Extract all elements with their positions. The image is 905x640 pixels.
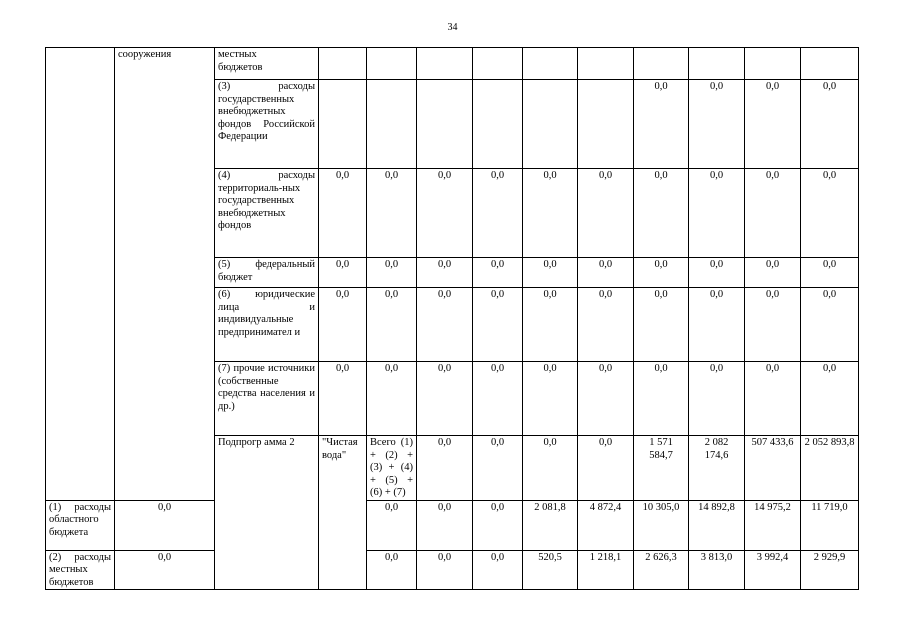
value-cell: 0,0 xyxy=(473,258,523,288)
value-cell: 0,0 xyxy=(523,258,578,288)
value-cell: 0,0 xyxy=(417,258,473,288)
value-cell xyxy=(319,48,367,80)
value-cell: 0,0 xyxy=(801,80,859,169)
value-cell: 1 571 584,7 xyxy=(634,436,689,501)
value-cell: 14 975,2 xyxy=(745,500,801,550)
value-cell xyxy=(367,80,417,169)
value-cell: 0,0 xyxy=(417,550,473,590)
value-cell: 0,0 xyxy=(801,169,859,258)
value-cell xyxy=(745,48,801,80)
value-cell: 520,5 xyxy=(523,550,578,590)
value-cell: 0,0 xyxy=(689,362,745,436)
source-cell: (2) расходы местных бюджетов xyxy=(46,550,115,590)
value-cell: 0,0 xyxy=(634,362,689,436)
value-cell: 0,0 xyxy=(523,362,578,436)
value-cell: 0,0 xyxy=(689,169,745,258)
value-cell xyxy=(634,48,689,80)
value-cell xyxy=(523,80,578,169)
value-cell: 11 719,0 xyxy=(801,500,859,550)
source-cell: (7) прочие источники (собственные средства населения и др.) xyxy=(215,362,319,436)
source-cell: (1) расходы областного бюджета xyxy=(46,500,115,550)
value-cell: 2 082 174,6 xyxy=(689,436,745,501)
value-cell: 0,0 xyxy=(367,500,417,550)
table-row xyxy=(46,500,859,550)
value-cell: 507 433,6 xyxy=(745,436,801,501)
value-cell: 0,0 xyxy=(473,436,523,501)
value-cell: 0,0 xyxy=(319,169,367,258)
value-cell: 1 218,1 xyxy=(578,550,634,590)
value-cell xyxy=(473,48,523,80)
value-cell: 4 872,4 xyxy=(578,500,634,550)
value-cell: 14 892,8 xyxy=(689,500,745,550)
value-cell xyxy=(367,48,417,80)
value-cell: 0,0 xyxy=(689,80,745,169)
value-cell: 2 052 893,8 xyxy=(801,436,859,501)
value-cell: 0,0 xyxy=(473,550,523,590)
value-cell: 0,0 xyxy=(523,436,578,501)
value-cell xyxy=(578,48,634,80)
value-cell: 0,0 xyxy=(473,169,523,258)
value-cell: 0,0 xyxy=(578,436,634,501)
value-cell: 0,0 xyxy=(745,169,801,258)
status-cell-empty xyxy=(46,48,115,501)
value-cell xyxy=(801,48,859,80)
subprogram-status-cell: Подпрогр амма 2 xyxy=(215,436,319,590)
source-cell: (4) расходы территориаль-ных государственных внебюджетных фондов xyxy=(215,169,319,258)
value-cell: 0,0 xyxy=(417,500,473,550)
value-cell: 0,0 xyxy=(689,288,745,362)
value-cell: 3 992,4 xyxy=(745,550,801,590)
budget-table xyxy=(45,47,859,590)
value-cell: 0,0 xyxy=(634,258,689,288)
value-cell: 0,0 xyxy=(417,362,473,436)
value-cell: 0,0 xyxy=(578,258,634,288)
program-name-cell: сооружения xyxy=(115,48,215,501)
value-cell: 0,0 xyxy=(523,169,578,258)
value-cell: 0,0 xyxy=(367,362,417,436)
value-cell: 0,0 xyxy=(367,550,417,590)
value-cell: 0,0 xyxy=(634,169,689,258)
value-cell xyxy=(523,48,578,80)
value-cell: 0,0 xyxy=(367,258,417,288)
value-cell: 0,0 xyxy=(115,500,215,550)
value-cell: 0,0 xyxy=(417,169,473,258)
value-cell: 0,0 xyxy=(745,362,801,436)
value-cell: 0,0 xyxy=(801,362,859,436)
value-cell: 0,0 xyxy=(473,288,523,362)
value-cell: 0,0 xyxy=(417,288,473,362)
value-cell: 0,0 xyxy=(801,288,859,362)
value-cell: 0,0 xyxy=(745,80,801,169)
value-cell: 2 626,3 xyxy=(634,550,689,590)
value-cell: 3 813,0 xyxy=(689,550,745,590)
table-row xyxy=(46,550,859,590)
source-cell: (5) федеральный бюджет xyxy=(215,258,319,288)
source-cell: (3) расходы государственных внебюджетных фондов Российской Федерации xyxy=(215,80,319,169)
source-cell: (6) юридические лица и индивидуальные предпринимател и xyxy=(215,288,319,362)
page-number: 34 xyxy=(447,22,458,33)
value-cell: 0,0 xyxy=(801,258,859,288)
value-cell: 0,0 xyxy=(319,288,367,362)
value-cell: 0,0 xyxy=(319,258,367,288)
subprogram-name-cell: "Чистая вода" xyxy=(319,436,367,590)
value-cell: 0,0 xyxy=(578,288,634,362)
value-cell xyxy=(417,48,473,80)
value-cell: 0,0 xyxy=(634,80,689,169)
value-cell: 0,0 xyxy=(115,550,215,590)
value-cell: 0,0 xyxy=(523,288,578,362)
value-cell: 0,0 xyxy=(367,169,417,258)
value-cell: 0,0 xyxy=(634,288,689,362)
value-cell: 0,0 xyxy=(745,288,801,362)
value-cell xyxy=(578,80,634,169)
value-cell: 0,0 xyxy=(578,169,634,258)
value-cell: 0,0 xyxy=(367,288,417,362)
table-row xyxy=(46,48,859,80)
value-cell: 10 305,0 xyxy=(634,500,689,550)
value-cell: 0,0 xyxy=(473,362,523,436)
source-cell: местных бюджетов xyxy=(215,48,319,80)
value-cell: 0,0 xyxy=(319,362,367,436)
table-body xyxy=(46,48,859,590)
value-cell: 2 081,8 xyxy=(523,500,578,550)
value-cell: 0,0 xyxy=(745,258,801,288)
value-cell: 0,0 xyxy=(689,258,745,288)
value-cell: 2 929,9 xyxy=(801,550,859,590)
source-cell: Всего (1) + (2) + (3) + (4) + (5) + (6) + (7) xyxy=(367,436,417,501)
value-cell: 0,0 xyxy=(473,500,523,550)
value-cell: 0,0 xyxy=(578,362,634,436)
value-cell xyxy=(689,48,745,80)
value-cell xyxy=(319,80,367,169)
value-cell: 0,0 xyxy=(417,436,473,501)
value-cell xyxy=(473,80,523,169)
value-cell xyxy=(417,80,473,169)
